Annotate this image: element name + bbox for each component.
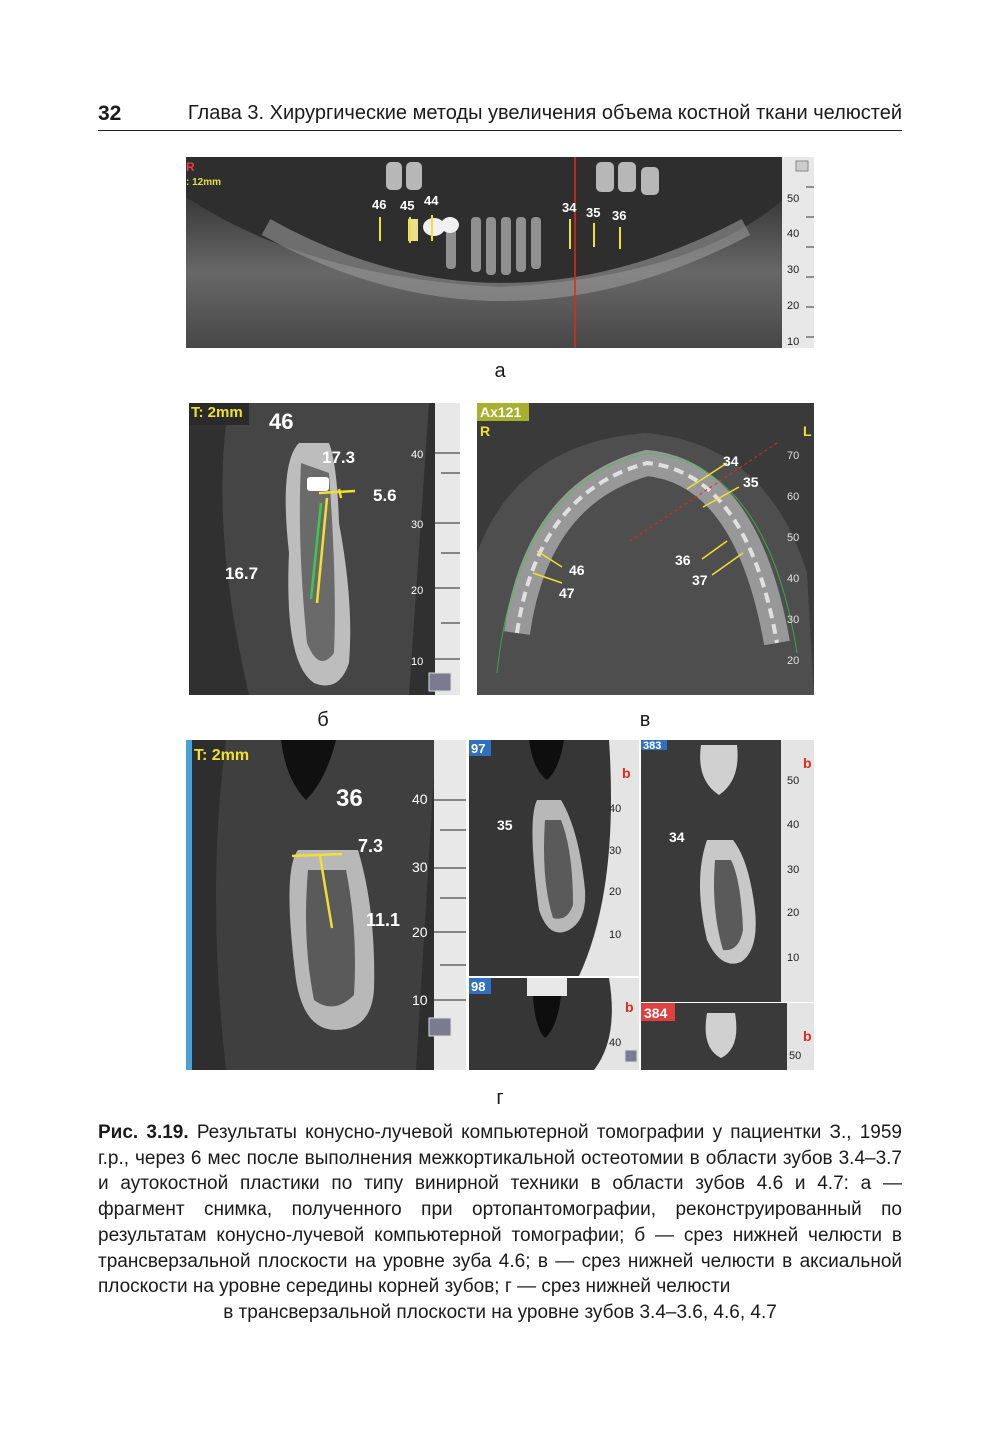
chapter-title: Глава 3. Хирургические методы увеличения объема костной ткани челюстей <box>187 102 902 124</box>
tick-label: 20 <box>609 886 622 898</box>
cross-section-image <box>641 1003 814 1070</box>
corner-r: R <box>186 160 195 174</box>
tick-label: 30 <box>787 614 800 626</box>
measure-value: 17.3 <box>322 448 356 467</box>
tick-label: 30 <box>411 519 424 531</box>
tick-label: 30 <box>787 264 800 276</box>
panel-label-g: г <box>496 1087 504 1109</box>
tick-label: 10 <box>787 336 800 348</box>
corner-l: L <box>803 423 812 439</box>
slice-thickness: T: 2mm <box>194 747 250 764</box>
tooth-label: 46 <box>372 197 387 212</box>
page-number: 32 <box>98 102 122 125</box>
side-marker: b <box>622 765 631 781</box>
tick-label: 20 <box>787 655 800 667</box>
cross-section-image <box>189 403 460 695</box>
figure-panel-a <box>186 157 814 348</box>
figure-panel-g-main <box>186 740 466 1070</box>
tooth-label: 36 <box>612 208 627 223</box>
tick-label: 40 <box>787 228 800 240</box>
view-label: Ax121 <box>480 404 522 420</box>
tooth-label: 47 <box>559 585 575 601</box>
tooth-number: 46 <box>269 409 294 434</box>
tooth-label: 35 <box>586 205 601 220</box>
tooth-number: 35 <box>497 817 513 833</box>
cross-section-image <box>641 740 814 1002</box>
tick-label: 20 <box>411 585 424 597</box>
tooth-label: 37 <box>692 572 708 588</box>
tick-label: 10 <box>787 952 800 964</box>
figure-panel-g-sub-383 <box>641 740 814 1002</box>
tick-label: 40 <box>411 449 424 461</box>
corner-r: R <box>480 423 491 439</box>
tick-label: 50 <box>787 193 800 205</box>
caption-body: Результаты конусно-лучевой компьютерной томографии у пациентки З., 1959 г.р., через 6 мес после выполнения межкортикальной остеотомии в области зубов 3.4–3.7 и аутокостной пластики по типу винирной техники в области зубов 4.6 и 4.7: а — фрагмент снимка, полученного при ортопантомографии, реконструированный по результатам конусно-лучевой компьютерной томографии; б — срез нижней челюсти в трансверзальной плоскости на уровне зуба 4.6; в — срез нижней челюсти в аксиальной плоскости на уровне середины корней зубов; г — срез нижней челюсти <box>98 1122 902 1298</box>
scroll-down-icon[interactable] <box>429 1018 451 1036</box>
tooth-number: 36 <box>336 785 363 812</box>
tick-label: 40 <box>787 819 800 831</box>
tick-label: 10 <box>609 929 622 941</box>
caption-last-line: в трансверзальной плоскости на уровне зубов 3.4–3.6, 4.6, 4.7 <box>223 1301 777 1323</box>
tooth-label: 45 <box>400 198 415 213</box>
tick-label: 50 <box>787 775 800 787</box>
corner-slice: : 12mm <box>186 177 222 188</box>
tick-label: 10 <box>412 992 428 1008</box>
slice-number: 98 <box>471 979 486 994</box>
tooth-label: 44 <box>424 193 439 208</box>
cross-section-image <box>469 740 639 976</box>
measure-value: 5.6 <box>373 486 397 505</box>
tick-label: 20 <box>787 907 800 919</box>
tooth-label: 46 <box>569 562 585 578</box>
tick-label: 50 <box>789 1050 802 1062</box>
cross-section-image <box>469 978 639 1070</box>
axial-image <box>477 403 814 695</box>
tick-label: 60 <box>787 491 800 503</box>
measure-value: 11.1 <box>366 910 401 930</box>
tick-label: 30 <box>412 859 428 875</box>
tick-label: 40 <box>609 803 622 815</box>
figure-panel-v <box>477 403 814 695</box>
panoramic-image <box>186 157 814 348</box>
measure-value: 7.3 <box>358 836 384 856</box>
tooth-number: 34 <box>669 829 685 845</box>
panel-label-v: в <box>639 709 651 731</box>
tick-label: 20 <box>412 924 428 940</box>
running-header <box>98 96 902 131</box>
tooth-label: 34 <box>723 453 739 469</box>
tick-label: 50 <box>787 532 800 544</box>
tooth-label: 36 <box>675 552 691 568</box>
tick-label: 30 <box>609 845 622 857</box>
tick-label: 40 <box>412 791 428 807</box>
slice-number: 383 <box>643 740 662 752</box>
panel-label-b: б <box>317 709 329 731</box>
tick-label: 20 <box>787 300 800 312</box>
panel-label-a: а <box>494 360 506 382</box>
tooth-label: 35 <box>743 474 759 490</box>
scroll-down-icon[interactable] <box>625 1050 637 1062</box>
side-marker: b <box>625 999 634 1015</box>
slice-number: 97 <box>471 741 486 756</box>
tick-label: 40 <box>787 573 800 585</box>
tick-label: 70 <box>787 450 800 462</box>
scroll-down-icon[interactable] <box>429 673 451 691</box>
figure-panel-g-sub-384 <box>641 1003 814 1070</box>
tooth-label: 34 <box>562 200 577 215</box>
figure-number: Рис. 3.19. <box>98 1122 189 1143</box>
figure-panel-b <box>189 403 460 695</box>
side-marker: b <box>803 755 812 771</box>
figure-panel-g-sub-98 <box>469 978 639 1070</box>
side-marker: b <box>803 1028 812 1044</box>
tick-label: 30 <box>787 864 800 876</box>
slice-number: 384 <box>644 1005 668 1021</box>
tick-label: 40 <box>609 1037 622 1049</box>
slice-thickness: T: 2mm <box>191 404 243 421</box>
cross-section-image <box>186 740 466 1070</box>
measure-value: 16.7 <box>225 564 259 583</box>
tick-label: 10 <box>411 656 424 668</box>
figure-caption <box>98 1120 902 1326</box>
figure-panel-g-sub-97 <box>469 740 639 976</box>
